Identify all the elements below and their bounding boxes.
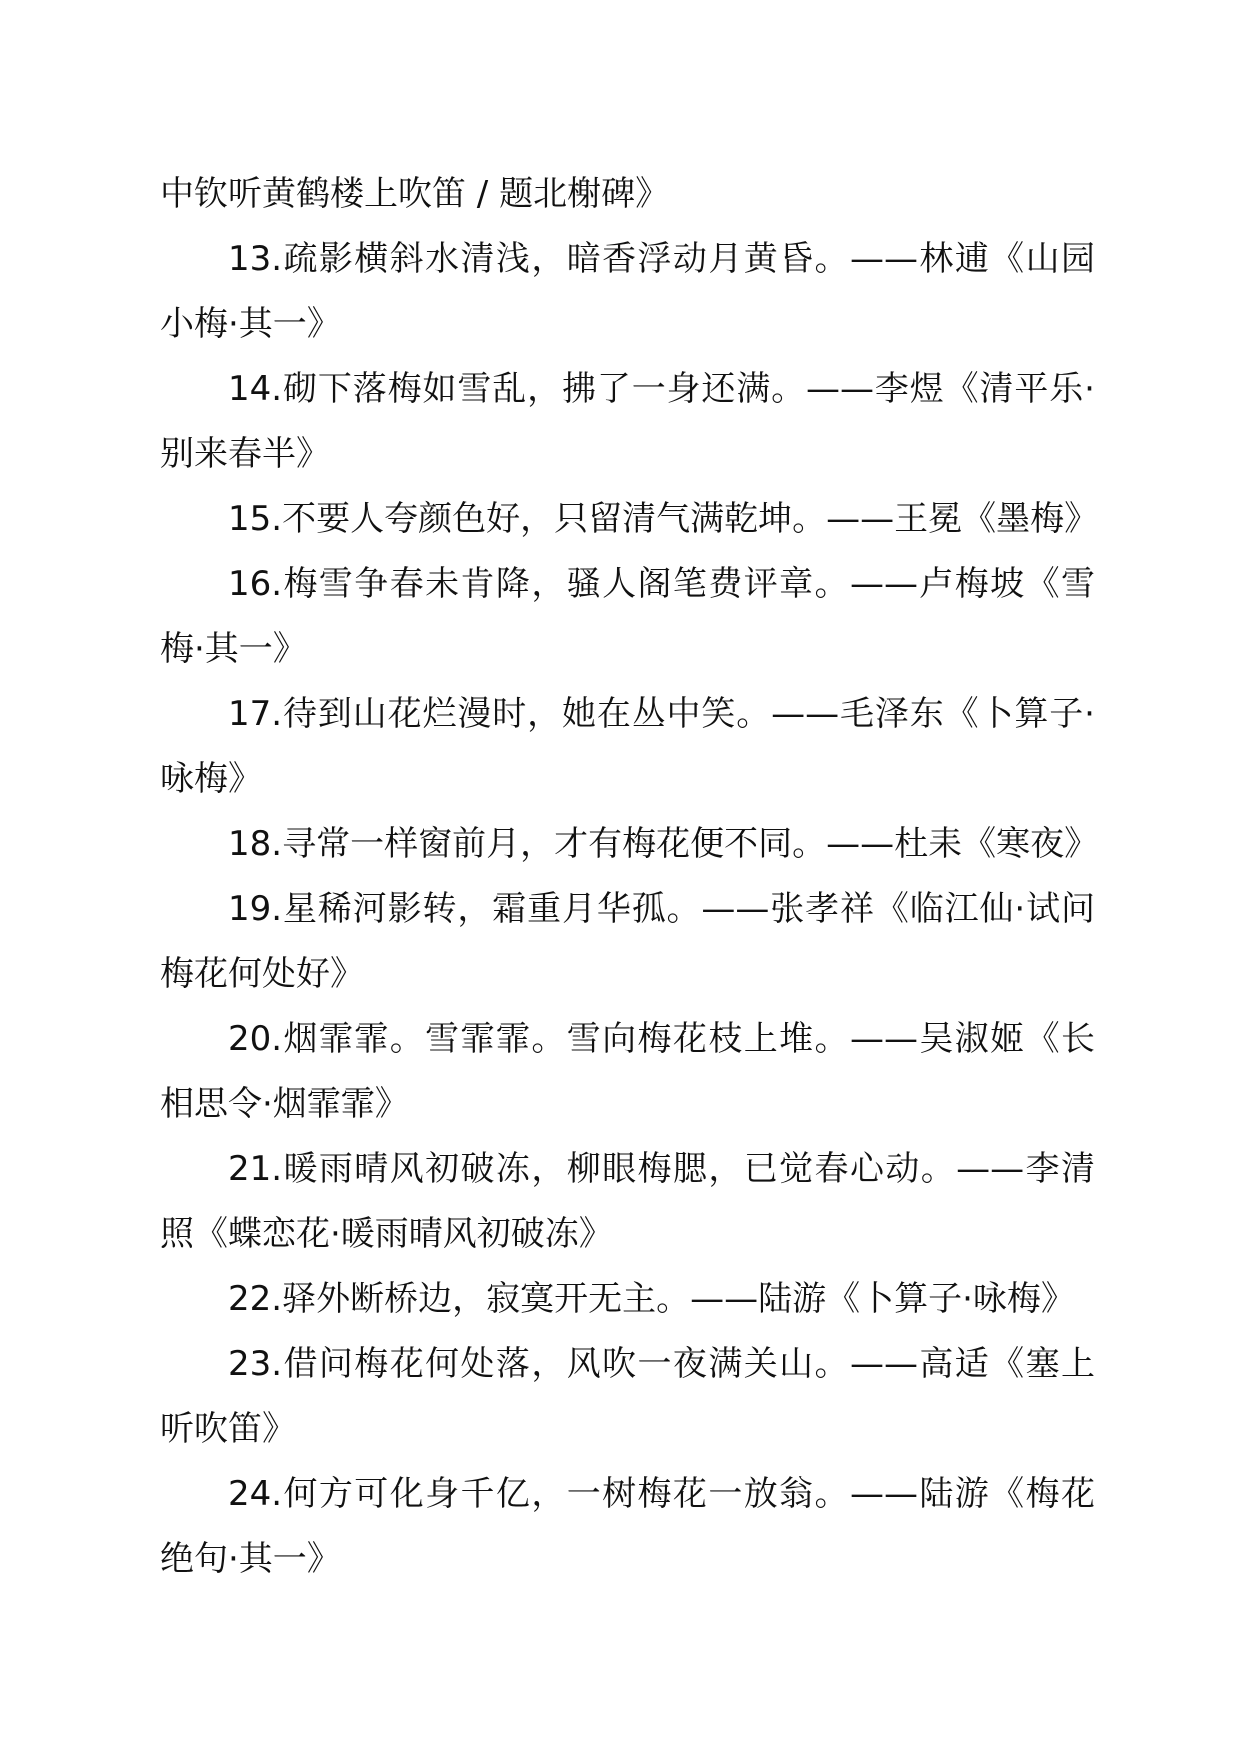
poem-item-17: 17.待到山花烂漫时，她在丛中笑。——毛泽东《卜算子·咏梅》 <box>160 694 1095 799</box>
poem-list <box>160 162 1099 1592</box>
poem-item-24: 24.何方可化身千亿，一树梅花一放翁。——陆游《梅花绝句·其一》 <box>160 1474 1095 1579</box>
poem-item-16: 16.梅雪争春未肯降，骚人阁笔费评章。——卢梅坡《雪梅·其一》 <box>160 564 1095 669</box>
poem-item-19: 19.星稀河影转，霜重月华孤。——张孝祥《临江仙·试问梅花何处好》 <box>160 889 1095 994</box>
continuation-line: 中钦听黄鹤楼上吹笛 / 题北榭碑》 <box>160 174 670 214</box>
poem-item-20: 20.烟霏霏。雪霏霏。雪向梅花枝上堆。——吴淑姬《长相思令·烟霏霏》 <box>160 1019 1095 1124</box>
poem-item-14: 14.砌下落梅如雪乱，拂了一身还满。——李煜《清平乐·别来春半》 <box>160 369 1095 474</box>
poem-item-18: 18.寻常一样窗前月，才有梅花便不同。——杜耒《寒夜》 <box>228 824 1099 864</box>
poem-item-13: 13.疏影横斜水清浅，暗香浮动月黄昏。——林逋《山园小梅·其一》 <box>160 239 1095 344</box>
poem-item-23: 23.借问梅花何处落，风吹一夜满关山。——高适《塞上听吹笛》 <box>160 1344 1095 1449</box>
poem-item-21: 21.暖雨晴风初破冻，柳眼梅腮，已觉春心动。——李清照《蝶恋花·暖雨晴风初破冻》 <box>160 1149 1095 1254</box>
poem-item-22: 22.驿外断桥边，寂寞开无主。——陆游《卜算子·咏梅》 <box>228 1279 1075 1319</box>
poem-item-15: 15.不要人夸颜色好，只留清气满乾坤。——王冕《墨梅》 <box>228 499 1099 539</box>
